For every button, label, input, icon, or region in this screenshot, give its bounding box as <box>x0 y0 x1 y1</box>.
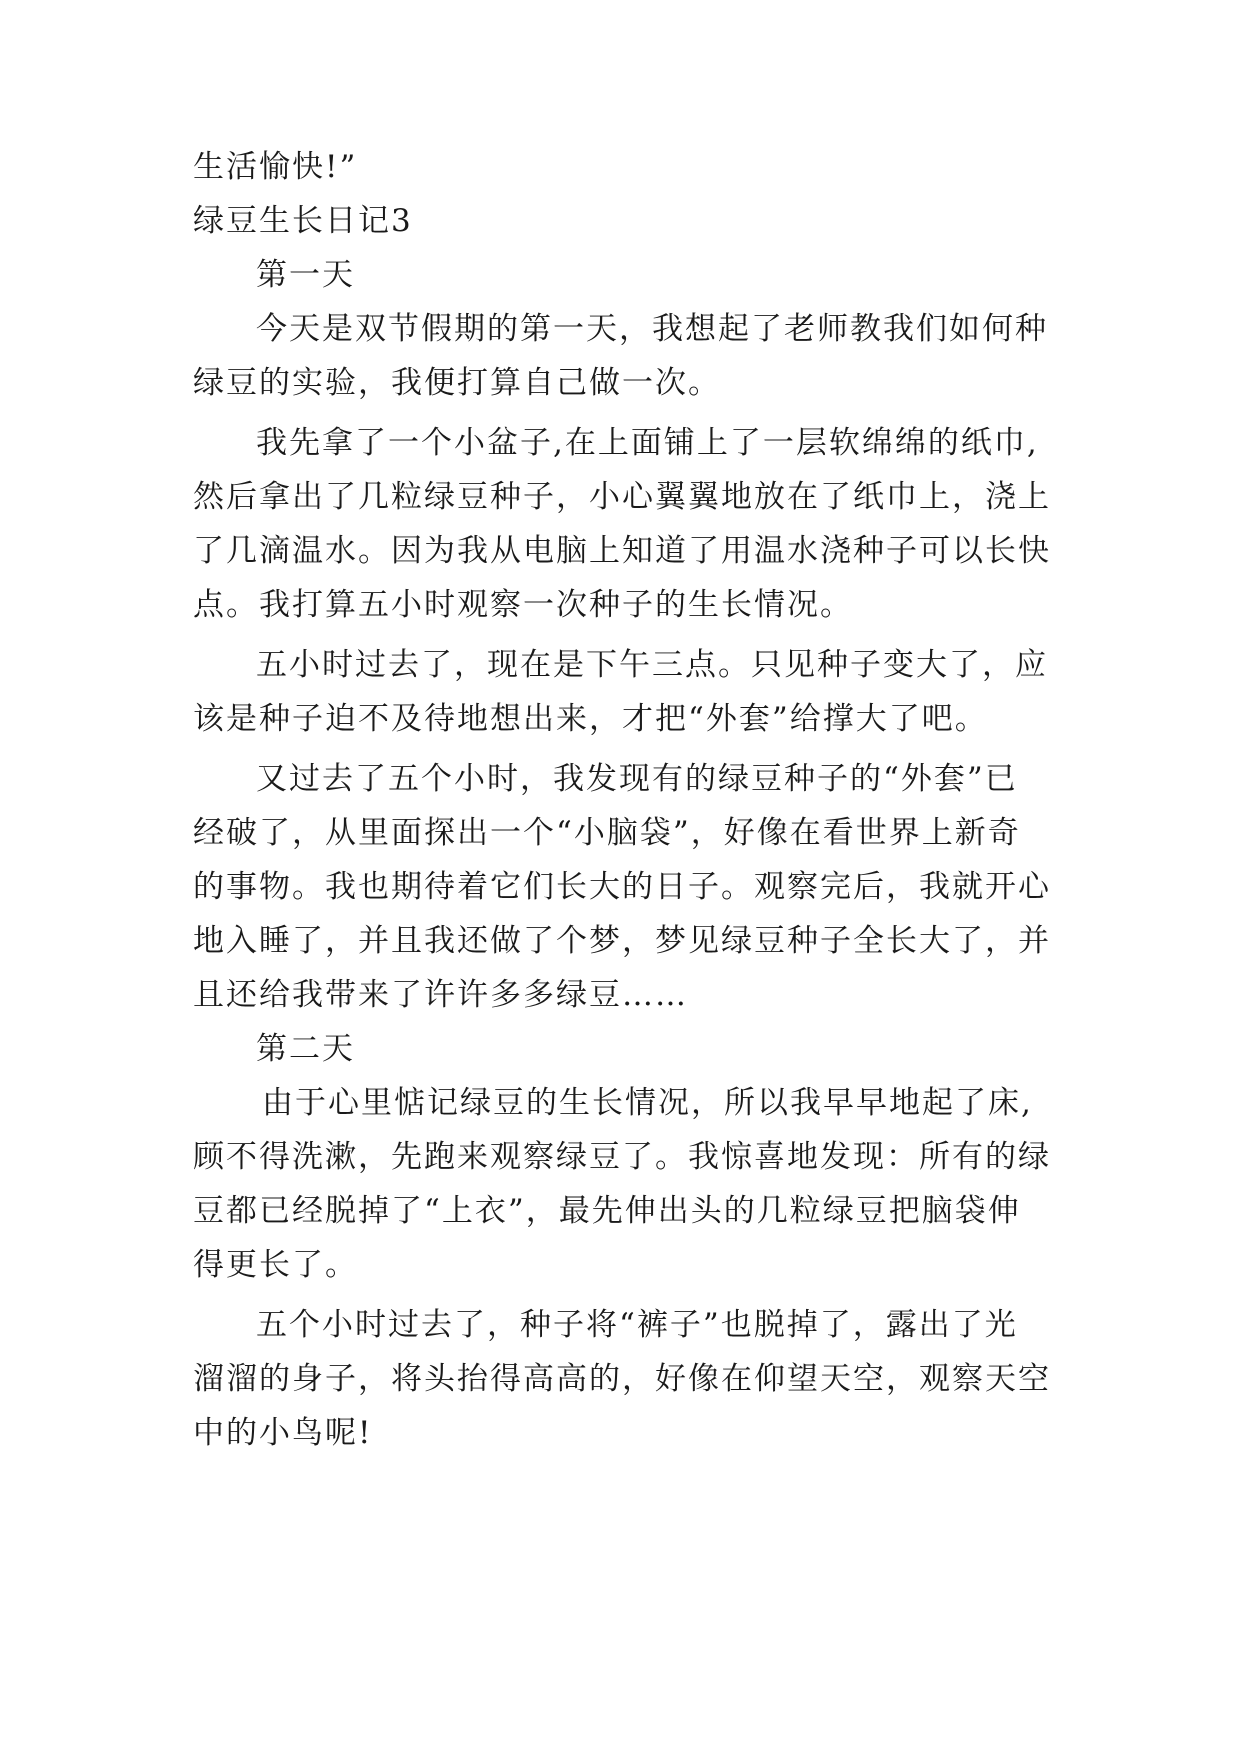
text-line: 顾不得洗漱，先跑来观察绿豆了。我惊喜地发现：所有的绿 <box>193 1139 1051 1175</box>
text-line: 地入睡了，并且我还做了个梦，梦见绿豆种子全长大了，并 <box>193 923 1051 959</box>
text-line: 生活愉快!” <box>193 149 358 185</box>
text-line: 了几滴温水。因为我从电脑上知道了用温水浇种子可以长快 <box>193 533 1051 569</box>
text-line: 且还给我带来了许许多多绿豆…… <box>193 977 688 1013</box>
text-line: 由于心里惦记绿豆的生长情况，所以我早早地起了床, <box>262 1085 1033 1121</box>
section-title: 绿豆生长日记3 <box>193 203 413 239</box>
text-line: 又过去了五个小时，我发现有的绿豆种子的“外套”已 <box>256 761 1018 797</box>
text-line: 五个小时过去了，种子将“裤子”也脱掉了，露出了光 <box>256 1307 1018 1343</box>
text-line: 点。我打算五小时观察一次种子的生长情况。 <box>193 587 853 623</box>
text-line: 该是种子迫不及待地想出来，才把“外套”给撑大了吧。 <box>193 701 988 737</box>
text-line: 得更长了。 <box>193 1247 358 1283</box>
text-line: 然后拿出了几粒绿豆种子，小心翼翼地放在了纸巾上，浇上 <box>193 479 1051 515</box>
text-line: 我先拿了一个小盆子,在上面铺上了一层软绵绵的纸巾, <box>256 425 1039 461</box>
text-line: 溜溜的身子，将头抬得高高的，好像在仰望天空，观察天空 <box>193 1361 1051 1397</box>
day-heading: 第二天 <box>256 1031 355 1067</box>
text-line: 经破了，从里面探出一个“小脑袋”，好像在看世界上新奇 <box>193 815 1021 851</box>
text-line: 豆都已经脱掉了“上衣”，最先伸出头的几粒绿豆把脑袋伸 <box>193 1193 1021 1229</box>
text-line: 的事物。我也期待着它们长大的日子。观察完后，我就开心 <box>193 869 1051 905</box>
day-heading: 第一天 <box>256 257 355 293</box>
text-line: 绿豆的实验，我便打算自己做一次。 <box>193 365 721 401</box>
text-line: 五小时过去了，现在是下午三点。只见种子变大了，应 <box>256 647 1048 683</box>
text-line: 中的小鸟呢! <box>193 1415 373 1451</box>
text-line: 今天是双节假期的第一天，我想起了老师教我们如何种 <box>256 311 1048 347</box>
